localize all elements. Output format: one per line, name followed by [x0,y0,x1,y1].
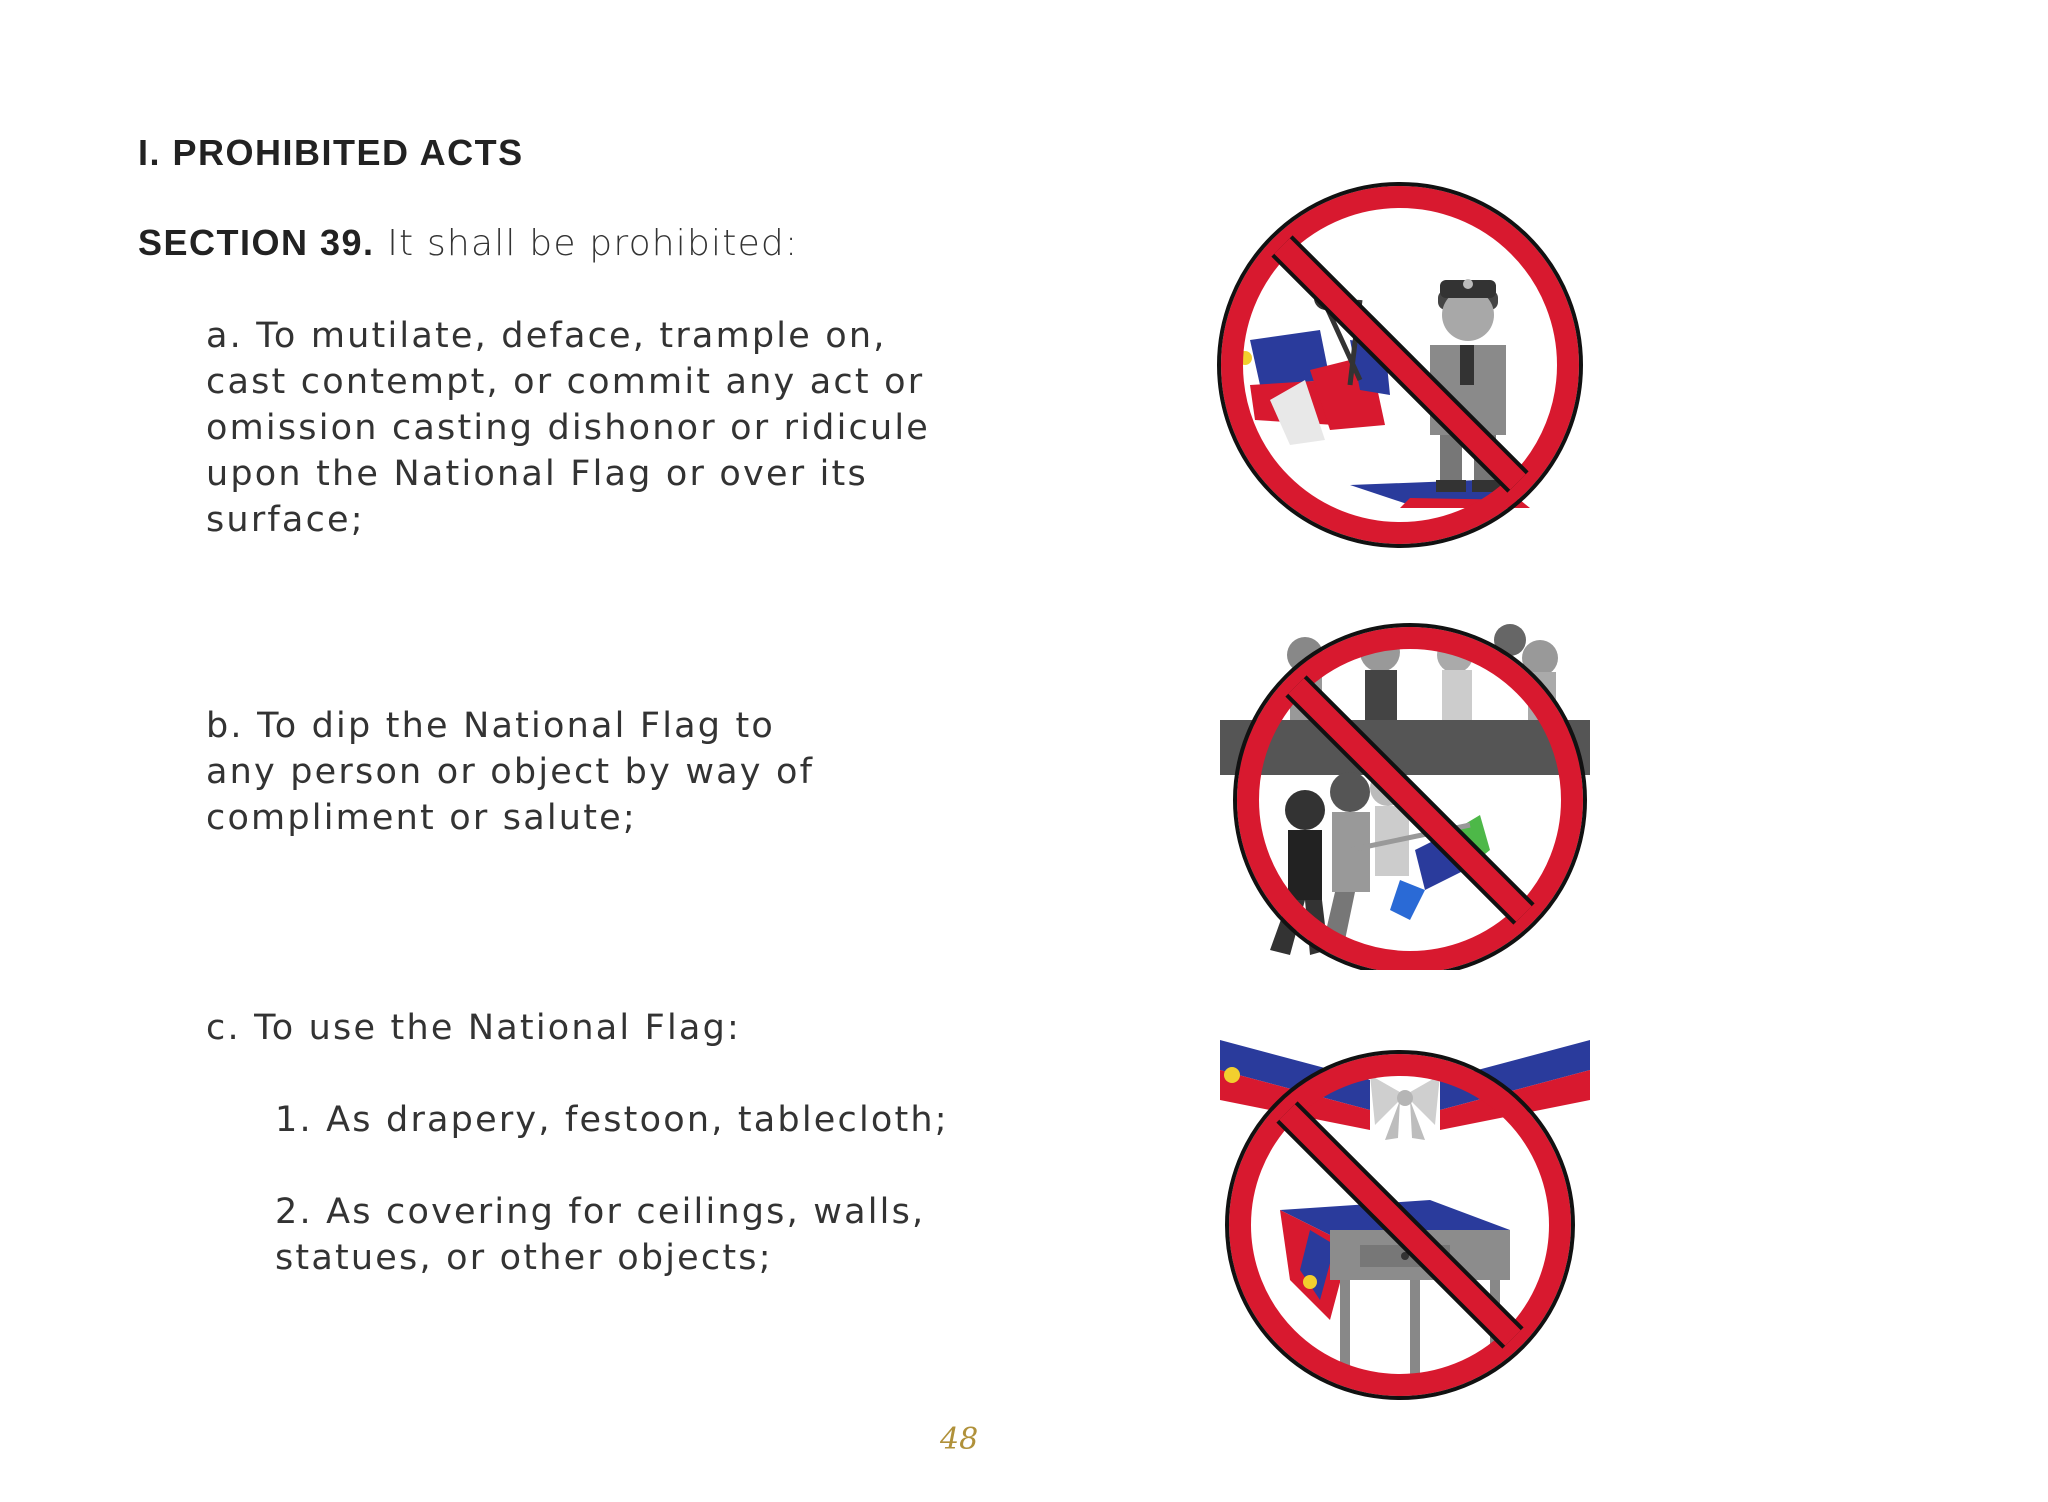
section-heading: I. PROHIBITED ACTS [138,132,524,173]
item-c-sub-1 [275,1097,949,1143]
item-c-sub-2-line: statues, or other objects; [275,1238,773,1278]
item-a-line: a. To mutilate, deface, trample on, [206,316,887,356]
item-c-sub-2-line: 2. As covering for ceilings, walls, [275,1192,926,1232]
no-drapery-icon [1210,1020,1600,1400]
item-a-line: cast contempt, or commit any act or [206,362,925,402]
item-c-text: c. To use the National Flag: [206,1008,741,1048]
item-a-line: upon the National Flag or over its [206,454,868,494]
no-dipping-illustration [1210,610,1600,970]
item-b [206,703,814,841]
item-c-sub-2 [275,1189,925,1281]
page-number: 48 [940,1422,979,1457]
item-b-line: b. To dip the National Flag to [206,706,776,746]
no-mutilation-illustration [1210,180,1600,560]
item-c-sub-1-text: 1. As drapery, festoon, tablecloth; [275,1100,949,1140]
item-c [206,1005,741,1051]
item-b-line: any person or object by way of [206,752,815,792]
section-label: SECTION 39. [138,222,375,263]
section-text: It shall be prohibited: [374,223,799,264]
item-a-line: omission casting dishonor or ridicule [206,408,930,448]
no-dipping-icon [1210,610,1600,970]
item-a-line: surface; [206,500,365,540]
no-drapery-illustration [1210,1020,1600,1400]
no-mutilation-icon [1210,180,1600,560]
item-b-line: compliment or salute; [206,798,637,838]
item-a [206,313,930,543]
section-intro [138,222,798,264]
